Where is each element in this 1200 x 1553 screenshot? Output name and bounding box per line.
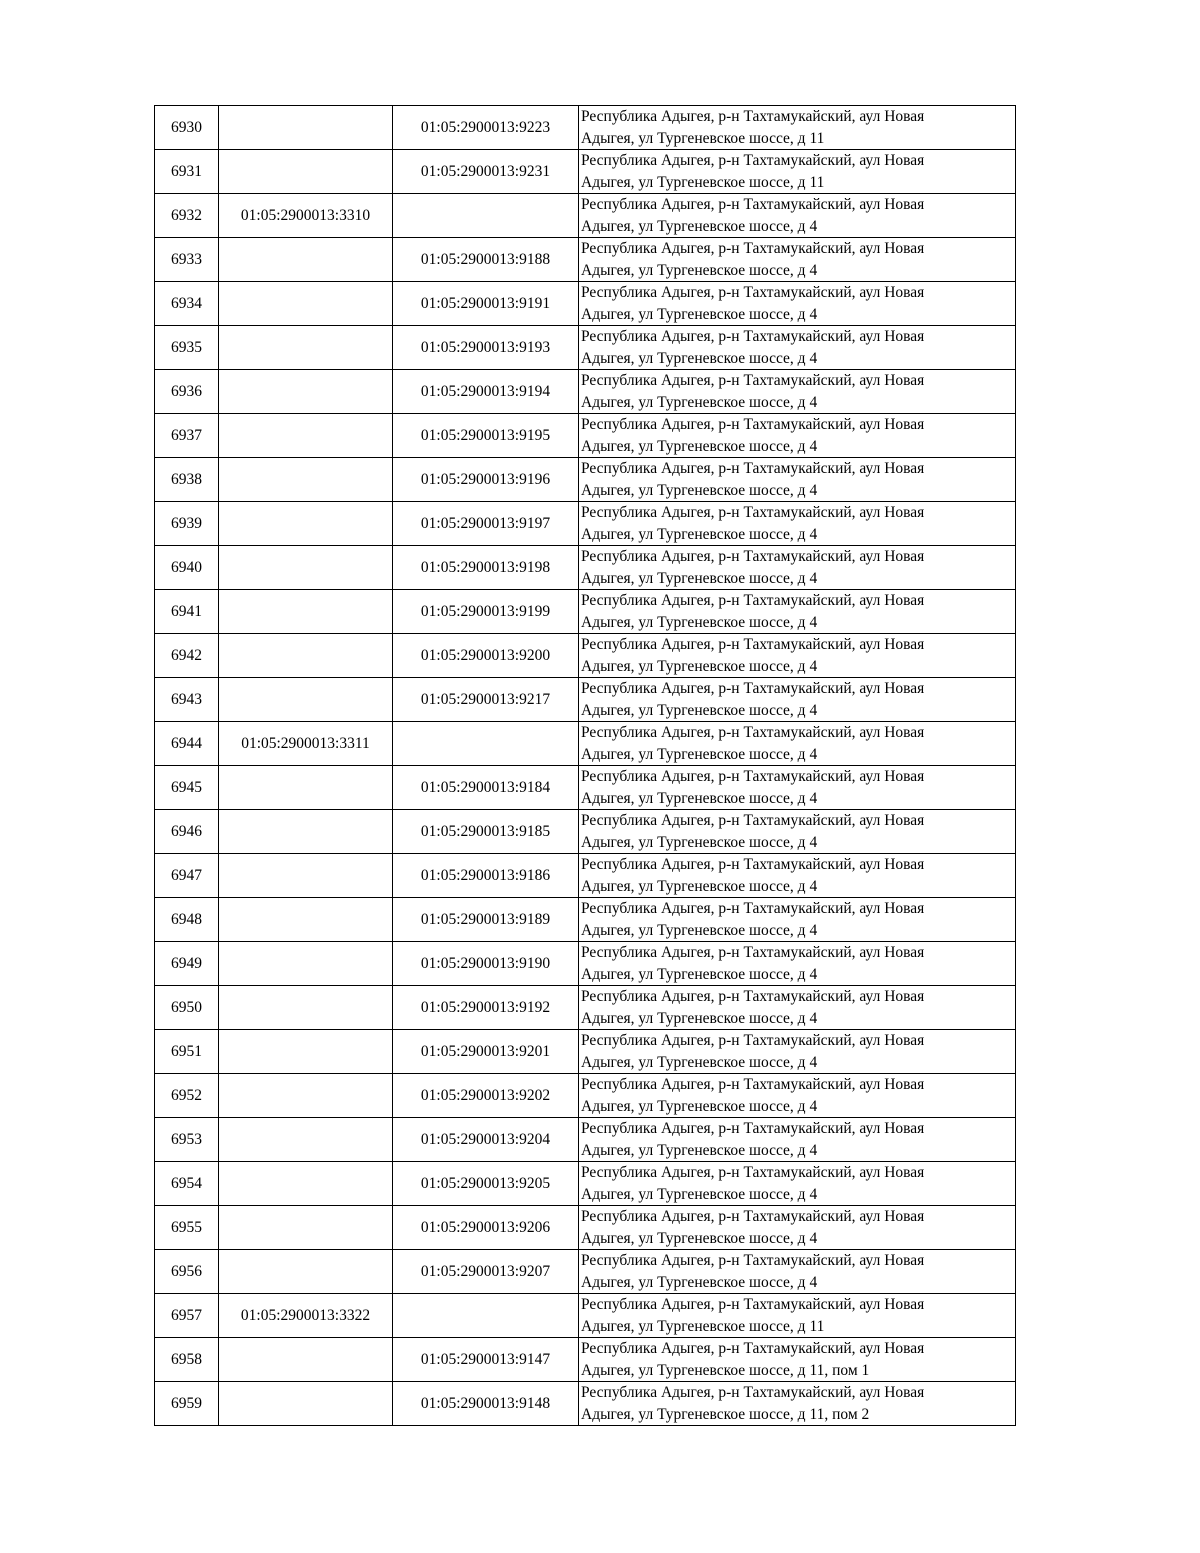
address-line: Адыгея, ул Тургеневское шоссе, д 11, пом 2 [581, 1405, 870, 1423]
address-line: Адыгея, ул Тургеневское шоссе, д 4 [581, 1009, 818, 1027]
row-number-cell: 6943 [155, 678, 219, 722]
address-cell [579, 414, 1016, 458]
address-line: Адыгея, ул Тургеневское шоссе, д 4 [581, 613, 818, 631]
address-line: Республика Адыгея, р-н Тахтамукайский, аул Новая [581, 284, 925, 301]
cadastral-parent-cell [219, 854, 393, 898]
address-cell [579, 854, 1016, 898]
row-number-cell: 6944 [155, 722, 219, 766]
address-line: Адыгея, ул Тургеневское шоссе, д 11 [581, 173, 825, 191]
address-line: Республика Адыгея, р-н Тахтамукайский, аул Новая [581, 196, 925, 213]
cadastral-number-cell: 01:05:2900013:9207 [393, 1250, 579, 1294]
cadastral-number-cell [393, 1294, 579, 1338]
cadastral-number-cell: 01:05:2900013:9199 [393, 590, 579, 634]
cadastral-parent-cell [219, 238, 393, 282]
table-row [155, 326, 1016, 370]
cadastral-number-cell: 01:05:2900013:9148 [393, 1382, 579, 1426]
cadastral-number-cell [393, 722, 579, 766]
address-line: Адыгея, ул Тургеневское шоссе, д 4 [581, 1097, 818, 1115]
row-number-cell: 6948 [155, 898, 219, 942]
address-line: Адыгея, ул Тургеневское шоссе, д 4 [581, 569, 818, 587]
address-line: Республика Адыгея, р-н Тахтамукайский, аул Новая [581, 548, 925, 565]
address-line: Адыгея, ул Тургеневское шоссе, д 4 [581, 701, 818, 719]
address-line: Адыгея, ул Тургеневское шоссе, д 4 [581, 217, 818, 235]
address-cell [579, 678, 1016, 722]
table-row [155, 590, 1016, 634]
table-row [155, 370, 1016, 414]
cadastral-parent-cell [219, 766, 393, 810]
address-line: Адыгея, ул Тургеневское шоссе, д 4 [581, 261, 818, 279]
cadastral-number-cell: 01:05:2900013:9147 [393, 1338, 579, 1382]
cadastral-number-cell: 01:05:2900013:9190 [393, 942, 579, 986]
cadastral-parent-cell [219, 546, 393, 590]
cadastral-number-cell: 01:05:2900013:9191 [393, 282, 579, 326]
address-line: Республика Адыгея, р-н Тахтамукайский, аул Новая [581, 636, 925, 653]
cadastral-parent-cell [219, 502, 393, 546]
cadastral-parent-cell: 01:05:2900013:3311 [219, 722, 393, 766]
table-row [155, 722, 1016, 766]
address-cell [579, 1250, 1016, 1294]
address-line: Адыгея, ул Тургеневское шоссе, д 4 [581, 833, 818, 851]
cadastral-number-cell: 01:05:2900013:9202 [393, 1074, 579, 1118]
row-number-cell: 6939 [155, 502, 219, 546]
address-line: Республика Адыгея, р-н Тахтамукайский, аул Новая [581, 240, 925, 257]
cadastral-parent-cell [219, 1030, 393, 1074]
address-cell [579, 1030, 1016, 1074]
address-line: Адыгея, ул Тургеневское шоссе, д 4 [581, 1273, 818, 1291]
table-row [155, 238, 1016, 282]
row-number-cell: 6947 [155, 854, 219, 898]
row-number-cell: 6933 [155, 238, 219, 282]
address-cell [579, 810, 1016, 854]
table-row [155, 1250, 1016, 1294]
table-row [155, 1118, 1016, 1162]
table-row [155, 1030, 1016, 1074]
address-cell [579, 1118, 1016, 1162]
table-row [155, 1162, 1016, 1206]
table-row [155, 458, 1016, 502]
row-number-cell: 6938 [155, 458, 219, 502]
address-cell [579, 1294, 1016, 1338]
cadastral-parent-cell [219, 1162, 393, 1206]
cadastral-number-cell: 01:05:2900013:9194 [393, 370, 579, 414]
cadastral-number-cell: 01:05:2900013:9186 [393, 854, 579, 898]
address-line: Республика Адыгея, р-н Тахтамукайский, аул Новая [581, 680, 925, 697]
cadastral-parent-cell [219, 370, 393, 414]
row-number-cell: 6955 [155, 1206, 219, 1250]
address-line: Республика Адыгея, р-н Тахтамукайский, аул Новая [581, 1032, 925, 1049]
row-number-cell: 6934 [155, 282, 219, 326]
table-row [155, 150, 1016, 194]
address-cell [579, 370, 1016, 414]
table-row [155, 194, 1016, 238]
table-row [155, 1338, 1016, 1382]
cadastral-parent-cell [219, 1074, 393, 1118]
table-row [155, 766, 1016, 810]
cadastral-parent-cell [219, 986, 393, 1030]
cadastral-parent-cell [219, 1338, 393, 1382]
address-line: Адыгея, ул Тургеневское шоссе, д 4 [581, 393, 818, 411]
address-line: Республика Адыгея, р-н Тахтамукайский, аул Новая [581, 372, 925, 389]
address-line: Республика Адыгея, р-н Тахтамукайский, аул Новая [581, 856, 925, 873]
address-cell [579, 1338, 1016, 1382]
address-line: Адыгея, ул Тургеневское шоссе, д 4 [581, 1053, 818, 1071]
row-number-cell: 6936 [155, 370, 219, 414]
address-line: Адыгея, ул Тургеневское шоссе, д 4 [581, 305, 818, 323]
address-line: Республика Адыгея, р-н Тахтамукайский, аул Новая [581, 1164, 925, 1181]
address-line: Республика Адыгея, р-н Тахтамукайский, аул Новая [581, 724, 925, 741]
address-cell [579, 326, 1016, 370]
address-line: Адыгея, ул Тургеневское шоссе, д 4 [581, 1141, 818, 1159]
row-number-cell: 6951 [155, 1030, 219, 1074]
address-cell [579, 766, 1016, 810]
row-number-cell: 6952 [155, 1074, 219, 1118]
address-line: Адыгея, ул Тургеневское шоссе, д 4 [581, 481, 818, 499]
address-cell [579, 1206, 1016, 1250]
cadastral-parent-cell [219, 1250, 393, 1294]
table-body [155, 106, 1016, 1426]
cadastral-parent-cell: 01:05:2900013:3322 [219, 1294, 393, 1338]
table-row [155, 1382, 1016, 1426]
address-line: Республика Адыгея, р-н Тахтамукайский, аул Новая [581, 1120, 925, 1137]
cadastral-parent-cell [219, 678, 393, 722]
cadastral-parent-cell: 01:05:2900013:3310 [219, 194, 393, 238]
address-line: Республика Адыгея, р-н Тахтамукайский, аул Новая [581, 460, 925, 477]
cadastral-number-cell: 01:05:2900013:9200 [393, 634, 579, 678]
cadastral-number-cell: 01:05:2900013:9201 [393, 1030, 579, 1074]
cadastral-parent-cell [219, 150, 393, 194]
cadastral-parent-cell [219, 326, 393, 370]
address-line: Адыгея, ул Тургеневское шоссе, д 4 [581, 1229, 818, 1247]
table-row [155, 546, 1016, 590]
cadastral-number-cell: 01:05:2900013:9217 [393, 678, 579, 722]
cadastral-parent-cell [219, 1118, 393, 1162]
address-line: Адыгея, ул Тургеневское шоссе, д 11 [581, 129, 825, 147]
cadastral-number-cell: 01:05:2900013:9197 [393, 502, 579, 546]
address-line: Адыгея, ул Тургеневское шоссе, д 4 [581, 877, 818, 895]
row-number-cell: 6950 [155, 986, 219, 1030]
row-number-cell: 6937 [155, 414, 219, 458]
address-line: Республика Адыгея, р-н Тахтамукайский, аул Новая [581, 812, 925, 829]
address-line: Адыгея, ул Тургеневское шоссе, д 4 [581, 921, 818, 939]
row-number-cell: 6930 [155, 106, 219, 150]
cadastral-number-cell: 01:05:2900013:9192 [393, 986, 579, 1030]
address-cell [579, 986, 1016, 1030]
table-row [155, 282, 1016, 326]
address-line: Республика Адыгея, р-н Тахтамукайский, аул Новая [581, 1208, 925, 1225]
address-cell [579, 942, 1016, 986]
address-line: Адыгея, ул Тургеневское шоссе, д 11 [581, 1317, 825, 1335]
table-row [155, 106, 1016, 150]
address-line: Республика Адыгея, р-н Тахтамукайский, аул Новая [581, 1252, 925, 1269]
address-cell [579, 106, 1016, 150]
table-row [155, 898, 1016, 942]
address-line: Республика Адыгея, р-н Тахтамукайский, аул Новая [581, 328, 925, 345]
address-line: Адыгея, ул Тургеневское шоссе, д 4 [581, 745, 818, 763]
address-line: Адыгея, ул Тургеневское шоссе, д 4 [581, 789, 818, 807]
row-number-cell: 6931 [155, 150, 219, 194]
address-cell [579, 1162, 1016, 1206]
table-row [155, 854, 1016, 898]
address-line: Республика Адыгея, р-н Тахтамукайский, аул Новая [581, 152, 925, 169]
cadastral-number-cell [393, 194, 579, 238]
cadastral-parent-cell [219, 1382, 393, 1426]
address-line: Республика Адыгея, р-н Тахтамукайский, аул Новая [581, 1384, 925, 1401]
address-line: Республика Адыгея, р-н Тахтамукайский, аул Новая [581, 1296, 925, 1313]
cadastral-parent-cell [219, 898, 393, 942]
cadastral-number-cell: 01:05:2900013:9205 [393, 1162, 579, 1206]
cadastral-number-cell: 01:05:2900013:9198 [393, 546, 579, 590]
address-line: Адыгея, ул Тургеневское шоссе, д 4 [581, 437, 818, 455]
cadastral-parent-cell [219, 634, 393, 678]
address-line: Республика Адыгея, р-н Тахтамукайский, аул Новая [581, 416, 925, 433]
address-cell [579, 590, 1016, 634]
address-line: Республика Адыгея, р-н Тахтамукайский, аул Новая [581, 944, 925, 961]
table-row [155, 414, 1016, 458]
table-row [155, 634, 1016, 678]
cadastral-number-cell: 01:05:2900013:9195 [393, 414, 579, 458]
property-table [154, 105, 1016, 1426]
address-cell [579, 282, 1016, 326]
row-number-cell: 6954 [155, 1162, 219, 1206]
cadastral-number-cell: 01:05:2900013:9184 [393, 766, 579, 810]
row-number-cell: 6953 [155, 1118, 219, 1162]
address-line: Республика Адыгея, р-н Тахтамукайский, аул Новая [581, 108, 925, 125]
row-number-cell: 6946 [155, 810, 219, 854]
address-line: Республика Адыгея, р-н Тахтамукайский, аул Новая [581, 900, 925, 917]
address-line: Республика Адыгея, р-н Тахтамукайский, аул Новая [581, 988, 925, 1005]
row-number-cell: 6949 [155, 942, 219, 986]
row-number-cell: 6957 [155, 1294, 219, 1338]
address-line: Адыгея, ул Тургеневское шоссе, д 4 [581, 965, 818, 983]
address-cell [579, 150, 1016, 194]
table-row [155, 502, 1016, 546]
address-cell [579, 238, 1016, 282]
row-number-cell: 6940 [155, 546, 219, 590]
address-cell [579, 502, 1016, 546]
row-number-cell: 6932 [155, 194, 219, 238]
cadastral-number-cell: 01:05:2900013:9206 [393, 1206, 579, 1250]
row-number-cell: 6941 [155, 590, 219, 634]
cadastral-parent-cell [219, 106, 393, 150]
row-number-cell: 6942 [155, 634, 219, 678]
cadastral-parent-cell [219, 942, 393, 986]
address-cell [579, 1074, 1016, 1118]
address-line: Республика Адыгея, р-н Тахтамукайский, аул Новая [581, 1340, 925, 1357]
cadastral-number-cell: 01:05:2900013:9204 [393, 1118, 579, 1162]
table-row [155, 1074, 1016, 1118]
row-number-cell: 6958 [155, 1338, 219, 1382]
address-cell [579, 898, 1016, 942]
cadastral-number-cell: 01:05:2900013:9193 [393, 326, 579, 370]
table-row [155, 1206, 1016, 1250]
address-cell [579, 458, 1016, 502]
address-cell [579, 546, 1016, 590]
cadastral-parent-cell [219, 590, 393, 634]
address-cell [579, 194, 1016, 238]
table-row [155, 810, 1016, 854]
cadastral-number-cell: 01:05:2900013:9188 [393, 238, 579, 282]
cadastral-parent-cell [219, 1206, 393, 1250]
row-number-cell: 6935 [155, 326, 219, 370]
cadastral-number-cell: 01:05:2900013:9196 [393, 458, 579, 502]
address-line: Адыгея, ул Тургеневское шоссе, д 4 [581, 349, 818, 367]
table-row [155, 942, 1016, 986]
row-number-cell: 6956 [155, 1250, 219, 1294]
address-cell [579, 634, 1016, 678]
row-number-cell: 6945 [155, 766, 219, 810]
table-row [155, 678, 1016, 722]
address-line: Республика Адыгея, р-н Тахтамукайский, аул Новая [581, 592, 925, 609]
table-row [155, 1294, 1016, 1338]
cadastral-parent-cell [219, 458, 393, 502]
address-line: Республика Адыгея, р-н Тахтамукайский, аул Новая [581, 1076, 925, 1093]
address-cell [579, 722, 1016, 766]
cadastral-parent-cell [219, 282, 393, 326]
row-number-cell: 6959 [155, 1382, 219, 1426]
address-line: Республика Адыгея, р-н Тахтамукайский, аул Новая [581, 504, 925, 521]
cadastral-number-cell: 01:05:2900013:9231 [393, 150, 579, 194]
address-line: Адыгея, ул Тургеневское шоссе, д 4 [581, 525, 818, 543]
cadastral-number-cell: 01:05:2900013:9185 [393, 810, 579, 854]
address-line: Адыгея, ул Тургеневское шоссе, д 4 [581, 657, 818, 675]
cadastral-number-cell: 01:05:2900013:9223 [393, 106, 579, 150]
cadastral-parent-cell [219, 810, 393, 854]
table-row [155, 986, 1016, 1030]
address-line: Адыгея, ул Тургеневское шоссе, д 4 [581, 1185, 818, 1203]
address-line: Адыгея, ул Тургеневское шоссе, д 11, пом 1 [581, 1361, 870, 1379]
address-cell [579, 1382, 1016, 1426]
cadastral-parent-cell [219, 414, 393, 458]
address-line: Республика Адыгея, р-н Тахтамукайский, аул Новая [581, 768, 925, 785]
cadastral-number-cell: 01:05:2900013:9189 [393, 898, 579, 942]
